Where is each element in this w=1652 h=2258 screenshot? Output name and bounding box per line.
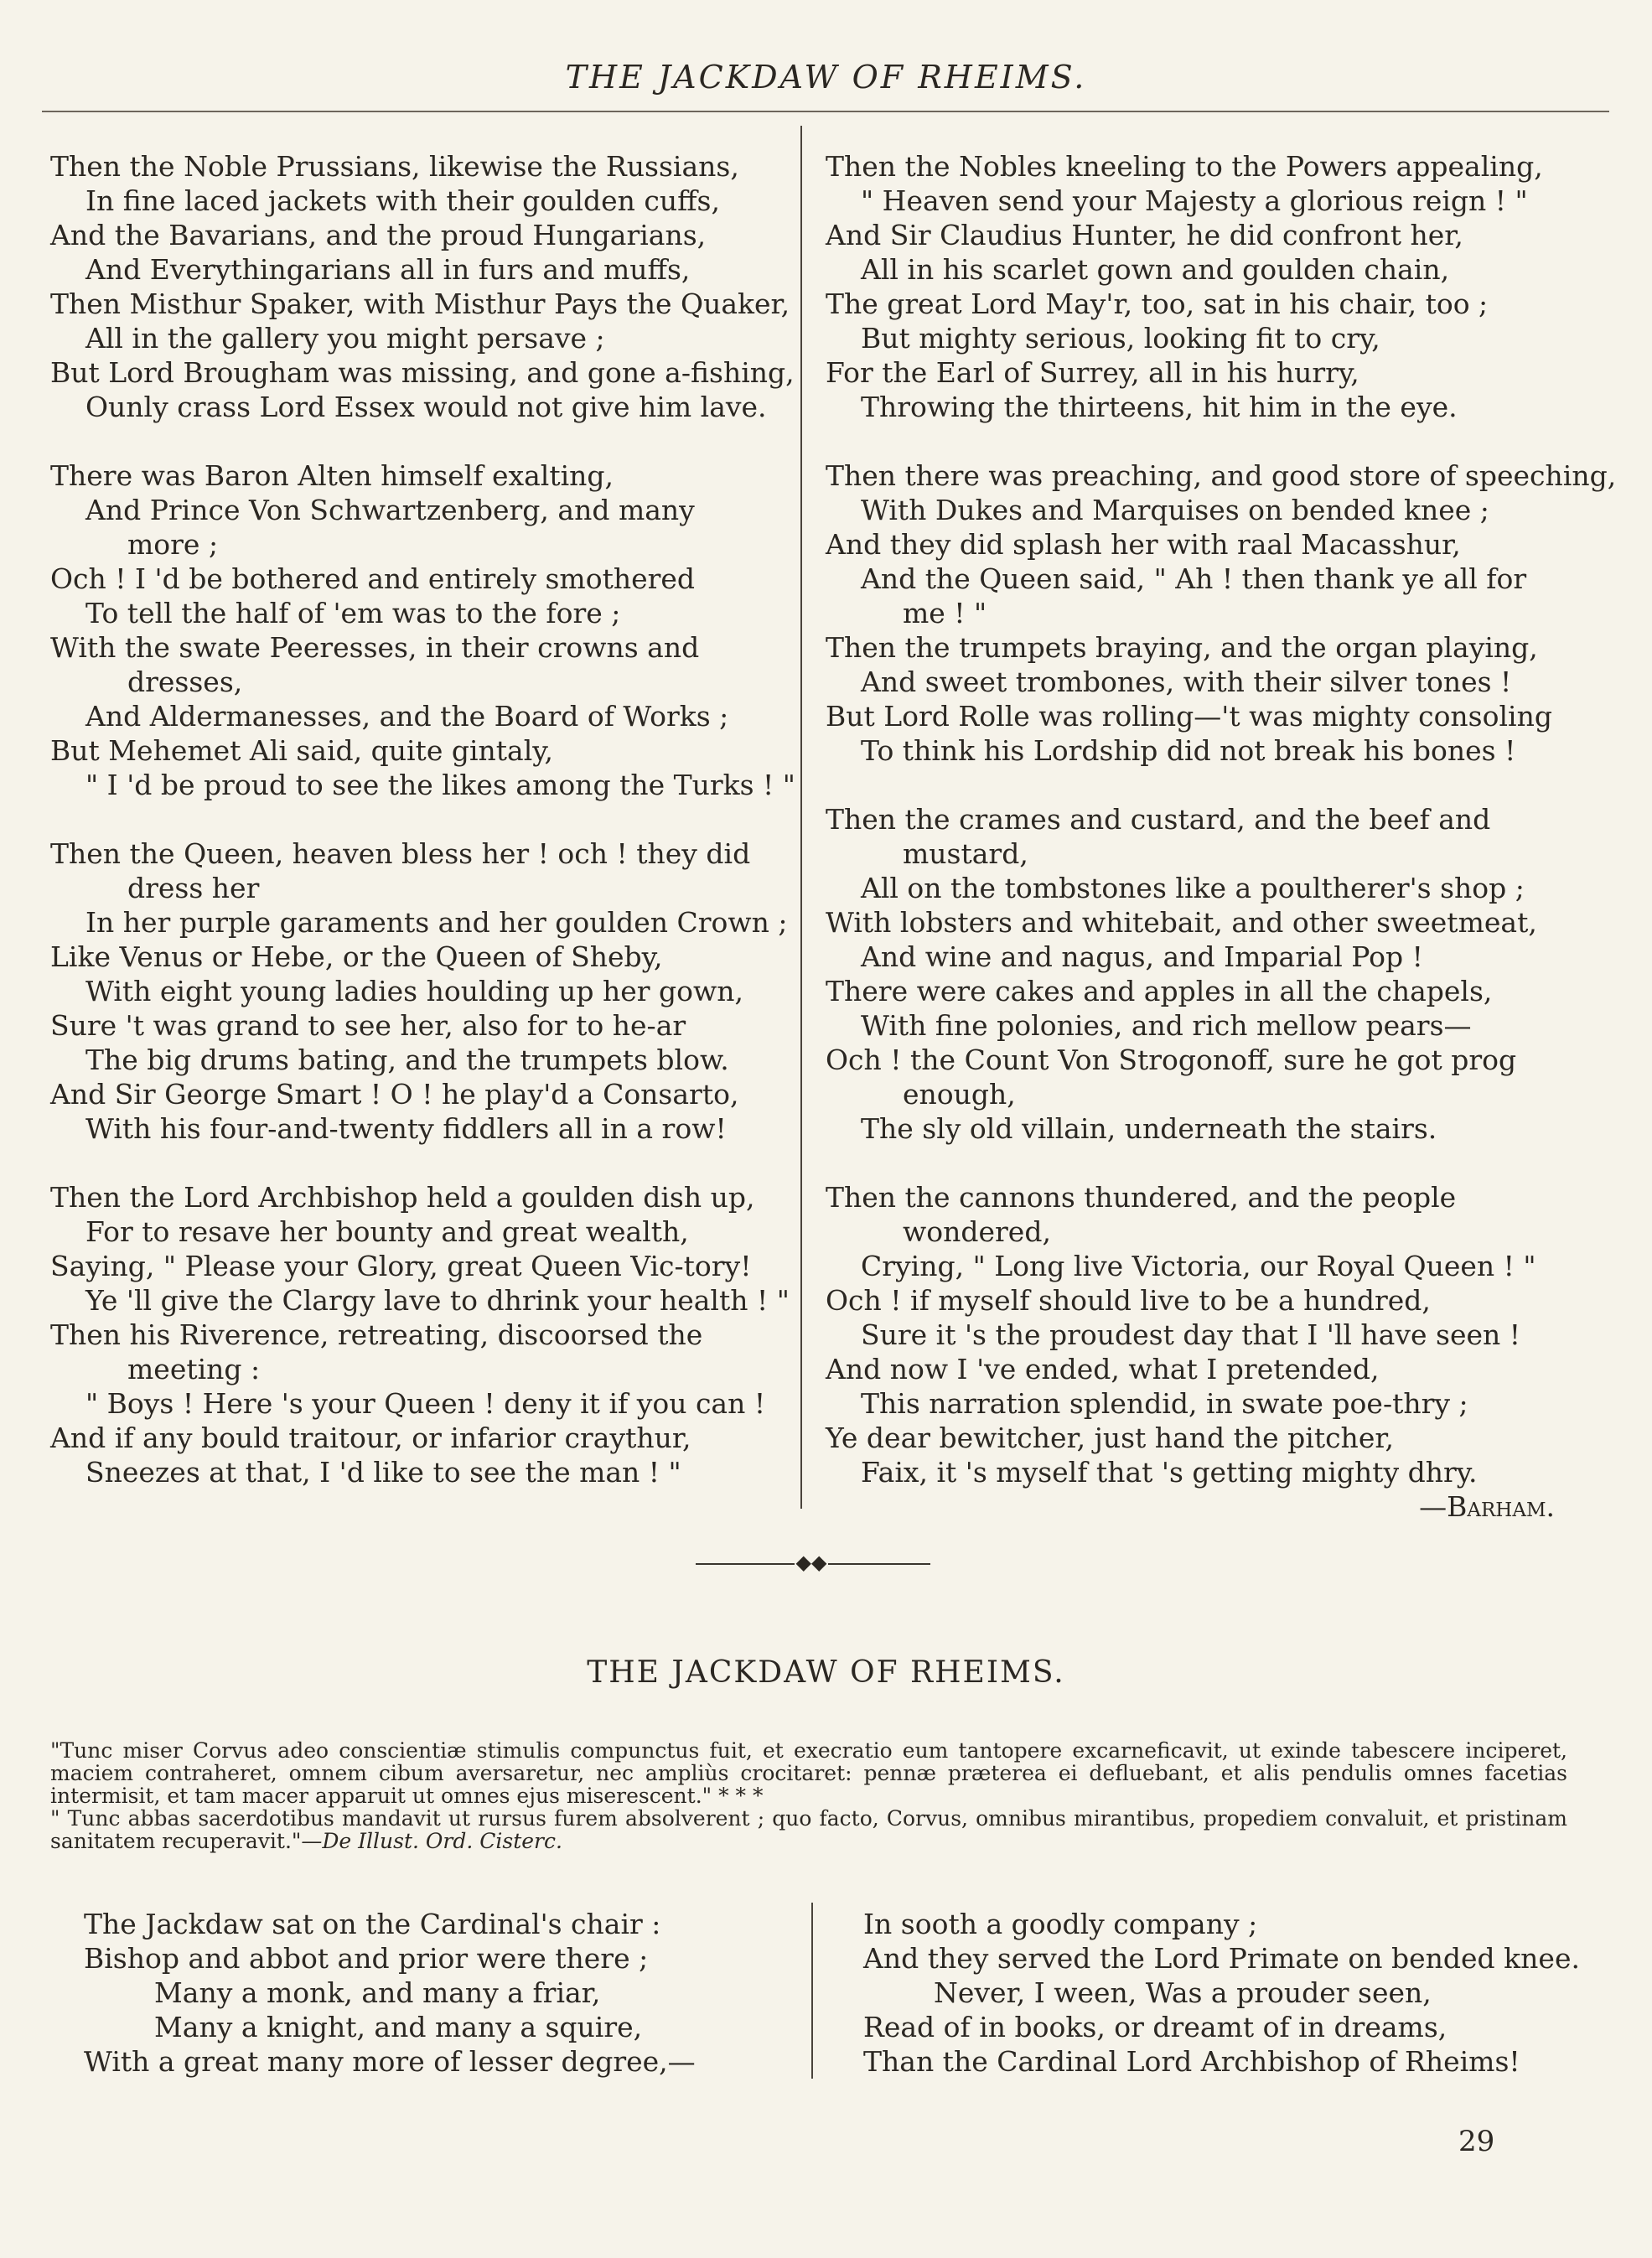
poem-line: And the Queen said, " Ah ! then thank ye all for: [861, 562, 1527, 595]
poem-line: Ye dear bewitcher, just hand the pitcher,: [826, 1422, 1394, 1454]
poem-line: dress her: [127, 872, 260, 904]
poem-line: Like Venus or Hebe, or the Queen of Sheby,: [50, 940, 663, 973]
poem-line: And Prince Von Schwartzenberg, and many: [85, 494, 695, 526]
poem-line: Ounly crass Lord Essex would not give him lave.: [85, 391, 767, 423]
poem-line: Ye 'll give the Clargy lave to dhrink your health ! ": [85, 1284, 790, 1317]
poem-line: The big drums bating, and the trumpets blow.: [85, 1044, 729, 1076]
poem-line: In fine laced jackets with their goulden cuffs,: [85, 184, 720, 217]
poem-line: Then the Noble Prussians, likewise the Russians,: [50, 150, 739, 183]
section-title: THE JACKDAW OF RHEIMS.: [587, 1655, 1065, 1690]
poem-line: But Lord Rolle was rolling—'t was mighty consoling: [826, 700, 1552, 733]
poem-line: Then the Lord Archbishop held a goulden dish up,: [50, 1181, 755, 1214]
poem-line: There was Baron Alten himself exalting,: [50, 459, 614, 492]
poem-line: With fine polonies, and rich mellow pears—: [861, 1009, 1472, 1042]
poem-line: Sneezes at that, I 'd like to see the man ! ": [85, 1456, 681, 1489]
poem-line: And sweet trombones, with their silver tones !: [861, 665, 1512, 698]
poem-line: And Everythingarians all in furs and muffs,: [85, 253, 691, 286]
poem-line: Och ! if myself should live to be a hundred,: [826, 1284, 1431, 1317]
poem-line: Och ! the Count Von Strogonoff, sure he got prog: [826, 1044, 1517, 1076]
column-divider-bottom: [811, 1903, 813, 2079]
poem-line: This narration splendid, in swate poe-thry ;: [861, 1387, 1468, 1420]
poem-line: meeting :: [127, 1353, 261, 1385]
poem-line: With Dukes and Marquises on bended knee ;: [861, 494, 1489, 526]
poem-left-column: [50, 149, 795, 1489]
poem-line: With the swate Peeresses, in their crowns and: [50, 631, 700, 664]
poem-line: —Barham.: [1419, 1490, 1555, 1523]
poem-line: Then Misthur Spaker, with Misthur Pays the Quaker,: [50, 287, 790, 320]
poem-line: For to resave her bounty and great wealth,: [85, 1215, 689, 1248]
poem-line: And wine and nagus, and Imparial Pop !: [861, 940, 1423, 973]
poem-line: Crying, " Long live Victoria, our Royal Queen ! ": [861, 1250, 1536, 1282]
poem-line: Read of in books, or dreamt of in dreams,: [863, 2011, 1447, 2043]
poem-line: The great Lord May'r, too, sat in his chair, too ;: [826, 287, 1489, 320]
poem-line: enough,: [903, 1078, 1016, 1111]
jackdaw-left-column: [84, 1907, 796, 2079]
poem-line: And they did splash her with raal Macasshur,: [826, 528, 1461, 561]
poem-line: There were cakes and apples in all the chapels,: [826, 975, 1493, 1007]
stanza: [50, 458, 795, 802]
poem-line: And Sir George Smart ! O ! he play'd a Consarto,: [50, 1078, 739, 1111]
jackdaw-right-column: [863, 1907, 1618, 2079]
poem-line: Sure it 's the proudest day that I 'll have seen !: [861, 1318, 1521, 1351]
poem-line: For the Earl of Surrey, all in his hurry,: [826, 356, 1359, 389]
stanza: [826, 802, 1563, 1146]
poem-line: Then the crames and custard, and the beef and: [826, 803, 1491, 836]
section-divider-ornament: ◆◆: [795, 1551, 827, 1574]
stanza: [826, 149, 1563, 424]
poem-line: dresses,: [127, 665, 243, 698]
poem-line: To think his Lordship did not break his bones !: [861, 734, 1516, 767]
poem-line: Sure 't was grand to see her, also for to he-ar: [50, 1009, 686, 1042]
poem-line: And Aldermanesses, and the Board of Works ;: [85, 700, 729, 733]
epigraph-source: —De Illust. Ord. Cisterc.: [301, 1829, 562, 1853]
poem-line: But Mehemet Ali said, quite gintaly,: [50, 734, 554, 767]
poem-line: Then the Nobles kneeling to the Powers appealing,: [826, 150, 1543, 183]
poem-line: mustard,: [903, 837, 1028, 870]
poem-line: In sooth a goodly company ;: [863, 1908, 1258, 1940]
poem-line: And Sir Claudius Hunter, he did confront her,: [826, 219, 1463, 251]
poem-line: Throwing the thirteens, hit him in the eye.: [861, 391, 1458, 423]
poem-line: And the Bavarians, and the proud Hungarians,: [50, 219, 707, 251]
poem-line: wondered,: [903, 1215, 1051, 1248]
poem-line: Never, I ween, Was a prouder seen,: [934, 1976, 1432, 2009]
stanza: [50, 149, 795, 424]
column-divider-top: [800, 126, 802, 1509]
poem-line: All in his scarlet gown and goulden chain,: [861, 253, 1450, 286]
poem-line: Then the cannons thundered, and the people: [826, 1181, 1457, 1214]
poem-line: me ! ": [903, 597, 987, 629]
poem-line: Bishop and abbot and prior were there ;: [84, 1942, 649, 1975]
poem-line: With his four-and-twenty fiddlers all in a row!: [85, 1112, 727, 1145]
poem-line: Then the trumpets braying, and the organ playing,: [826, 631, 1538, 664]
poem-right-column: [826, 149, 1617, 1524]
poem-line: Many a knight, and many a squire,: [154, 2011, 643, 2043]
poem-line: Then the Queen, heaven bless her ! och ! they did: [50, 837, 751, 870]
poem-line: And if any bould traitour, or infarior craythur,: [50, 1422, 691, 1454]
poem-line: And now I 've ended, what I pretended,: [826, 1353, 1380, 1385]
epigraph-paragraph-1: "Tunc miser Corvus adeo conscientiæ stimulis compunctus fuit, et execratio eum tantopere excarneficavit, ut exinde tabescere inciperet, maciem contraheret, omnem cibum aversaretur, nec ampliùs crocitaret: pennæ præterea ei defluebant, et alis pendulis omnes facetias intermisit, et tam macer apparuit ut omnes ejus miserescent." * * *: [50, 1738, 1567, 1808]
page-number: 29: [1458, 2125, 1495, 2158]
epigraph-paragraph-2: [50, 1807, 1567, 1852]
stanza: [50, 836, 788, 1146]
poem-line: And they served the Lord Primate on bended knee.: [863, 1942, 1580, 1975]
stanza: [826, 1180, 1563, 1524]
epigraph-paragraph-2-text: " Tunc abbas sacerdotibus mandavit ut rursus furem absolverent ; quo facto, Corvus, omnibus mirantibus, propediem convaluit, et pristinam sanitatem recuperavit.": [50, 1806, 1567, 1853]
poem-line: " Heaven send your Majesty a glorious reign ! ": [861, 184, 1528, 217]
poem-line: more ;: [127, 528, 219, 561]
poem-line: Saying, " Please your Glory, great Queen Vic-tory!: [50, 1250, 752, 1282]
poem-line: The sly old villain, underneath the stairs.: [861, 1112, 1437, 1145]
poem-line: But Lord Brougham was missing, and gone a-fishing,: [50, 356, 795, 389]
poem-line: All in the gallery you might persave ;: [85, 322, 605, 355]
poem-line: " I 'd be proud to see the likes among the Turks ! ": [85, 769, 795, 801]
poem-line: With lobsters and whitebait, and other sweetmeat,: [826, 906, 1537, 939]
running-title: THE JACKDAW OF RHEIMS.: [565, 59, 1087, 96]
poem-line: With eight young ladies houlding up her gown,: [85, 975, 743, 1007]
poem-line: " Boys ! Here 's your Queen ! deny it if you can !: [85, 1387, 766, 1420]
poem-line: But mighty serious, looking fit to cry,: [861, 322, 1380, 355]
epigraph: [50, 1739, 1567, 1852]
poem-line: In her purple garaments and her goulden Crown ;: [85, 906, 788, 939]
poem-line: Och ! I 'd be bothered and entirely smothered: [50, 562, 696, 595]
header-rule: [42, 111, 1609, 112]
poem-line: With a great many more of lesser degree,—: [84, 2045, 696, 2078]
poem-line: To tell the half of 'em was to the fore ;: [85, 597, 621, 629]
poem-line: Faix, it 's myself that 's getting mighty dhry.: [861, 1456, 1478, 1489]
stanza: [50, 1180, 788, 1489]
poem-line: All on the tombstones like a poultherer's shop ;: [861, 872, 1525, 904]
stanza: [826, 458, 1617, 768]
poem-line: Then his Riverence, retreating, discoorsed the: [50, 1318, 703, 1351]
poem-line: Then there was preaching, and good store of speeching,: [826, 459, 1617, 492]
poem-line: Than the Cardinal Lord Archbishop of Rheims!: [863, 2045, 1520, 2078]
poem-line: Many a monk, and many a friar,: [154, 1976, 601, 2009]
poem-line: The Jackdaw sat on the Cardinal's chair :: [84, 1908, 661, 1940]
